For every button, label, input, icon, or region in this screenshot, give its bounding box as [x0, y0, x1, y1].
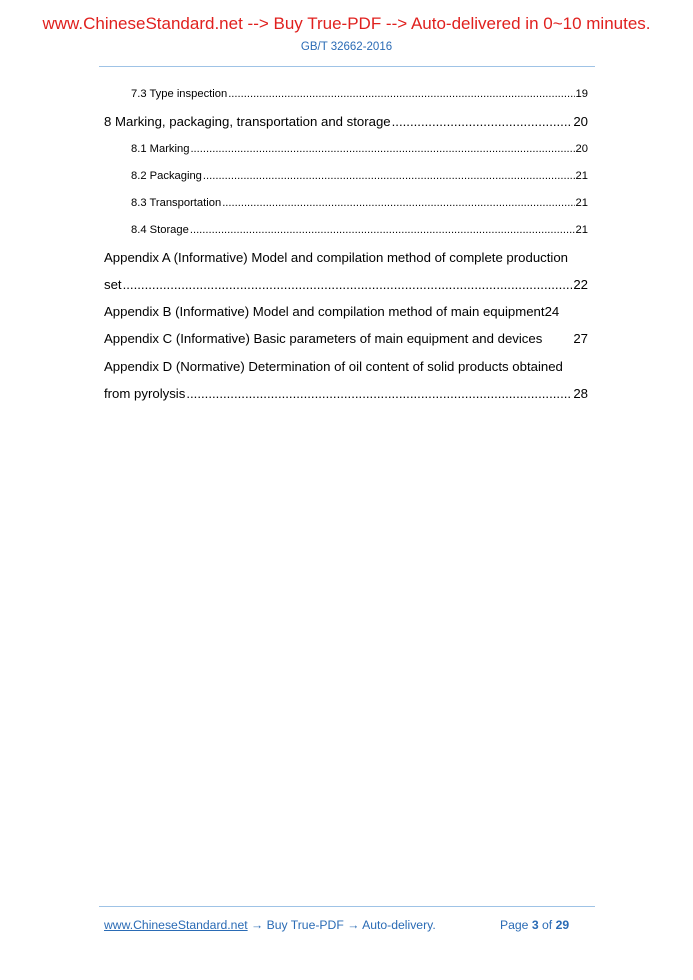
toc-entry-title: 8.2 Packaging [131, 170, 202, 182]
toc-entry-appendix-a-line2[interactable] [104, 277, 588, 292]
arrow-icon: → [247, 918, 267, 932]
page-current: 3 [531, 918, 539, 932]
toc-entry-appendix-d-line2[interactable] [104, 386, 588, 401]
toc-entry-page: 19 [575, 88, 588, 100]
toc-entry-page: 28 [573, 386, 588, 401]
toc-entry-8-1[interactable] [131, 143, 588, 155]
toc-entry-7-3[interactable] [131, 88, 588, 100]
page-indicator [500, 918, 569, 932]
page-total: 29 [555, 918, 570, 932]
toc-entry-title: 8.4 Storage [131, 224, 189, 236]
toc-entry-page: 27 [573, 331, 588, 346]
footer-site-link[interactable]: www.ChineseStandard.net [104, 918, 248, 932]
toc-entry-title: Appendix A (Informative) Model and compilation method of complete production [104, 250, 569, 265]
toc-entry-appendix-d-line1[interactable] [104, 359, 588, 374]
toc-leader-dots [123, 277, 573, 292]
toc-entry-appendix-c[interactable] [104, 331, 588, 346]
toc-entry-page: 21 [575, 197, 588, 209]
toc-entry-title: set [104, 277, 122, 292]
toc-entry-8-4[interactable] [131, 224, 588, 236]
toc-entry-page: 20 [575, 143, 588, 155]
toc-leader-dots [186, 386, 572, 401]
toc-entry-page: 24 [544, 304, 560, 319]
toc-entry-title: 8 Marking, packaging, transportation and storage [104, 114, 391, 129]
page-of-label: of [542, 918, 553, 932]
footer-buy-text: Buy True-PDF [266, 918, 344, 932]
toc-leader-dots [222, 197, 574, 209]
toc-entry-title: Appendix D (Normative) Determination of oil content of solid products obtained [104, 359, 563, 374]
toc-entry-page: 20 [573, 114, 588, 129]
page-label: Page [500, 918, 529, 932]
promo-banner[interactable]: www.ChineseStandard.net --> Buy True-PDF --> Auto-delivered in 0~10 minutes. [42, 14, 651, 33]
footer-divider [99, 906, 595, 907]
toc-leader-dots [392, 114, 573, 129]
footer-delivery-text: Auto-delivery. [362, 918, 436, 932]
toc-entry-title: 7.3 Type inspection [131, 88, 228, 100]
toc-leader-dots [190, 224, 575, 236]
toc-entry-title: Appendix B (Informative) Model and compilation method of main equipment [104, 304, 545, 319]
toc-entry-title: 8.3 Transportation [131, 197, 222, 209]
toc-entry-appendix-a-line1[interactable] [104, 250, 588, 265]
toc-entry-8-3[interactable] [131, 197, 588, 209]
toc-entry-title: from pyrolysis [104, 386, 186, 401]
toc-entry-appendix-b[interactable] [104, 304, 588, 319]
toc-entry-8[interactable] [104, 114, 588, 129]
toc-leader-dots [228, 88, 574, 100]
arrow-icon: → [343, 918, 363, 932]
toc-entry-title: 8.1 Marking [131, 143, 190, 155]
toc-entry-page: 21 [575, 170, 588, 182]
standard-code: GB/T 32662-2016 [300, 41, 393, 53]
toc-entry-title: Appendix C (Informative) Basic parameters of main equipment and devices [104, 331, 543, 346]
footer-promo [104, 918, 436, 932]
toc-leader-dots [190, 143, 574, 155]
toc-entry-page: 22 [573, 277, 588, 292]
toc-leader-dots [203, 170, 575, 182]
toc-entry-page: 21 [575, 224, 588, 236]
header-divider [99, 66, 595, 67]
toc-entry-8-2[interactable] [131, 170, 588, 182]
